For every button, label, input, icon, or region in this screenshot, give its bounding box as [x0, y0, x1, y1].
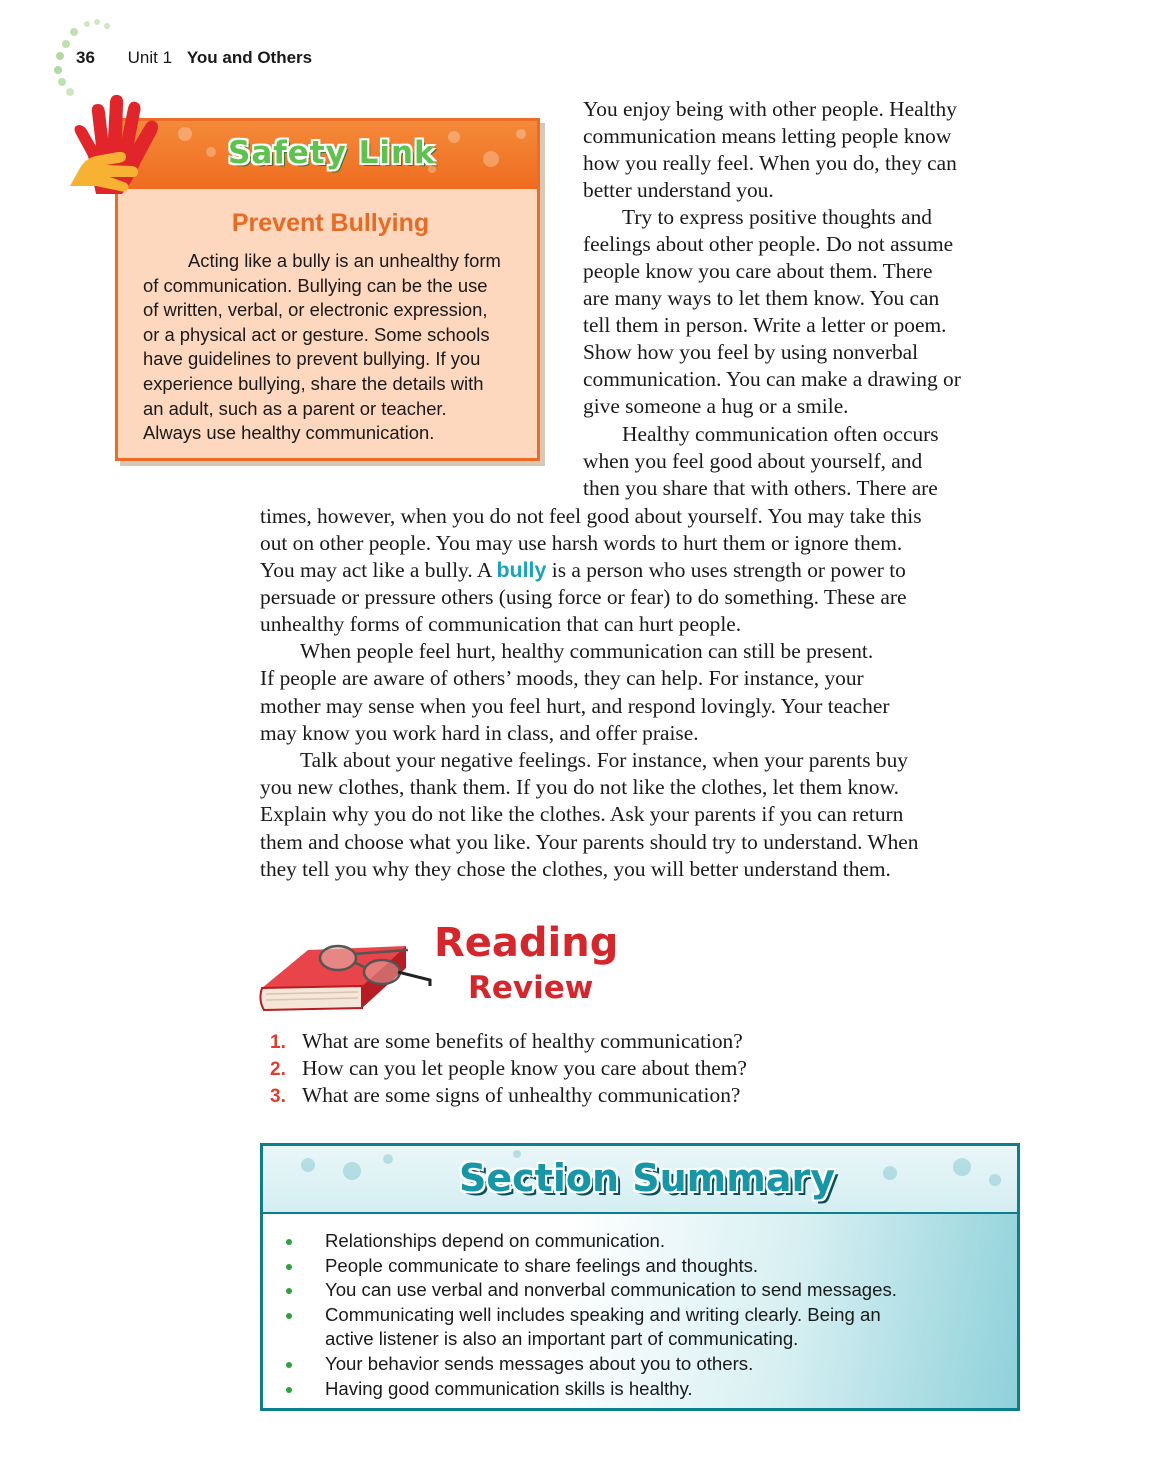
body-line: You enjoy being with other people. Healthy: [583, 97, 957, 121]
book-glasses-icon: [258, 928, 438, 1012]
safety-link-banner: [118, 121, 537, 189]
summary-list: [281, 1229, 897, 1401]
body-line: people know you care about them. There: [583, 259, 933, 283]
page-number: 36: [76, 48, 95, 67]
safety-line: or a physical act or gesture. Some schools: [143, 323, 490, 345]
safety-line: Always use healthy communication.: [143, 422, 435, 444]
summary-item-line: active listener is also an important part of communicating.: [325, 1328, 799, 1350]
body-line: When people feel hurt, healthy communication can still be present.: [300, 639, 874, 663]
body-line: give someone a hug or a smile.: [583, 394, 849, 418]
body-line: mother may sense when you feel hurt, and respond lovingly. Your teacher: [260, 694, 890, 718]
safety-link-body: [143, 249, 528, 446]
body-line: persuade or pressure others (using force or fear) to do something. These are: [260, 585, 907, 609]
body-fragment: is a person who uses strength or power to: [546, 558, 906, 582]
summary-item: Your behavior sends messages about you to others.: [281, 1352, 897, 1377]
body-fragment: You may act like a bully. A: [260, 558, 497, 582]
body-line: If people are aware of others’ moods, they can help. For instance, your: [260, 666, 864, 690]
summary-item: Relationships depend on communication.: [281, 1229, 897, 1254]
safety-line: of communication. Bullying can be the use: [143, 274, 488, 296]
question-text: What are some signs of unhealthy communication?: [302, 1083, 741, 1107]
body-line: them and choose what you like. Your parents should try to understand. When: [260, 830, 919, 854]
body-line: Try to express positive thoughts and: [622, 205, 932, 229]
safety-line: an adult, such as a parent or teacher.: [143, 397, 447, 419]
body-line: unhealthy forms of communication that can hurt people.: [260, 612, 742, 636]
question-text: What are some benefits of healthy communication?: [302, 1029, 743, 1053]
body-line: out on other people. You may use harsh words to hurt them or ignore them.: [260, 531, 903, 555]
safety-link-box: [115, 118, 540, 461]
question-number: 3.: [270, 1086, 286, 1107]
safety-link-heading: Prevent Bullying: [231, 209, 430, 237]
body-line: how you really feel. When you do, they can: [583, 151, 957, 175]
summary-item: [281, 1303, 897, 1352]
safety-line: have guidelines to prevent bullying. If you: [143, 348, 481, 370]
unit-label: Unit 1: [127, 48, 173, 67]
summary-item: Having good communication skills is healthy.: [281, 1377, 897, 1402]
body-line: Healthy communication often occurs: [622, 422, 939, 446]
body-line: Talk about your negative feelings. For instance, when your parents buy: [300, 748, 908, 772]
running-header: [76, 48, 312, 68]
safety-link-title: Safety Link: [228, 135, 436, 171]
question-text: How can you let people know you care about them?: [302, 1056, 747, 1080]
review-question: [270, 1056, 747, 1081]
body-line: Show how you feel by using nonverbal: [583, 340, 919, 364]
hands-icon: [66, 94, 166, 198]
body-line: times, however, when you do not feel good about yourself. You may take this: [260, 504, 922, 528]
section-summary-banner: [263, 1146, 1017, 1214]
body-line: communication means letting people know: [583, 124, 952, 148]
body-line: then you share that with others. There are: [583, 476, 938, 500]
section-summary-box: [260, 1143, 1020, 1411]
unit-title: You and Others: [186, 48, 313, 67]
reading-review-title: Reading: [434, 920, 619, 966]
reading-review-subtitle: Review: [468, 970, 594, 1006]
body-line: are many ways to let them know. You can: [583, 286, 940, 310]
review-question: [270, 1029, 743, 1054]
body-line: you new clothes, thank them. If you do not like the clothes, let them know.: [260, 775, 900, 799]
review-question: [270, 1083, 740, 1108]
body-line: tell them in person. Write a letter or poem.: [583, 313, 947, 337]
body-line: Explain why you do not like the clothes. Ask your parents if you can return: [260, 802, 904, 826]
question-number: 1.: [270, 1032, 286, 1053]
summary-item: You can use verbal and nonverbal communication to send messages.: [281, 1278, 897, 1303]
body-line: they tell you why they chose the clothes, you will better understand them.: [260, 857, 891, 881]
summary-item-line: Communicating well includes speaking and writing clearly. Being an: [325, 1303, 881, 1325]
summary-item: People communicate to share feelings and thoughts.: [281, 1254, 897, 1279]
question-number: 2.: [270, 1059, 286, 1080]
section-summary-title: Section Summary: [459, 1156, 836, 1200]
body-line: feelings about other people. Do not assume: [583, 232, 954, 256]
body-line-bully: [260, 557, 906, 584]
safety-line: Acting like a bully is an unhealthy form: [188, 250, 501, 271]
safety-line: experience bullying, share the details with: [143, 372, 484, 394]
key-term-bully[interactable]: bully: [496, 558, 547, 582]
safety-line: of written, verbal, or electronic expression,: [143, 299, 488, 321]
body-line: may know you work hard in class, and offer praise.: [260, 721, 699, 745]
body-line: communication. You can make a drawing or: [583, 367, 961, 391]
body-line: better understand you.: [583, 178, 774, 202]
body-line: when you feel good about yourself, and: [583, 449, 923, 473]
